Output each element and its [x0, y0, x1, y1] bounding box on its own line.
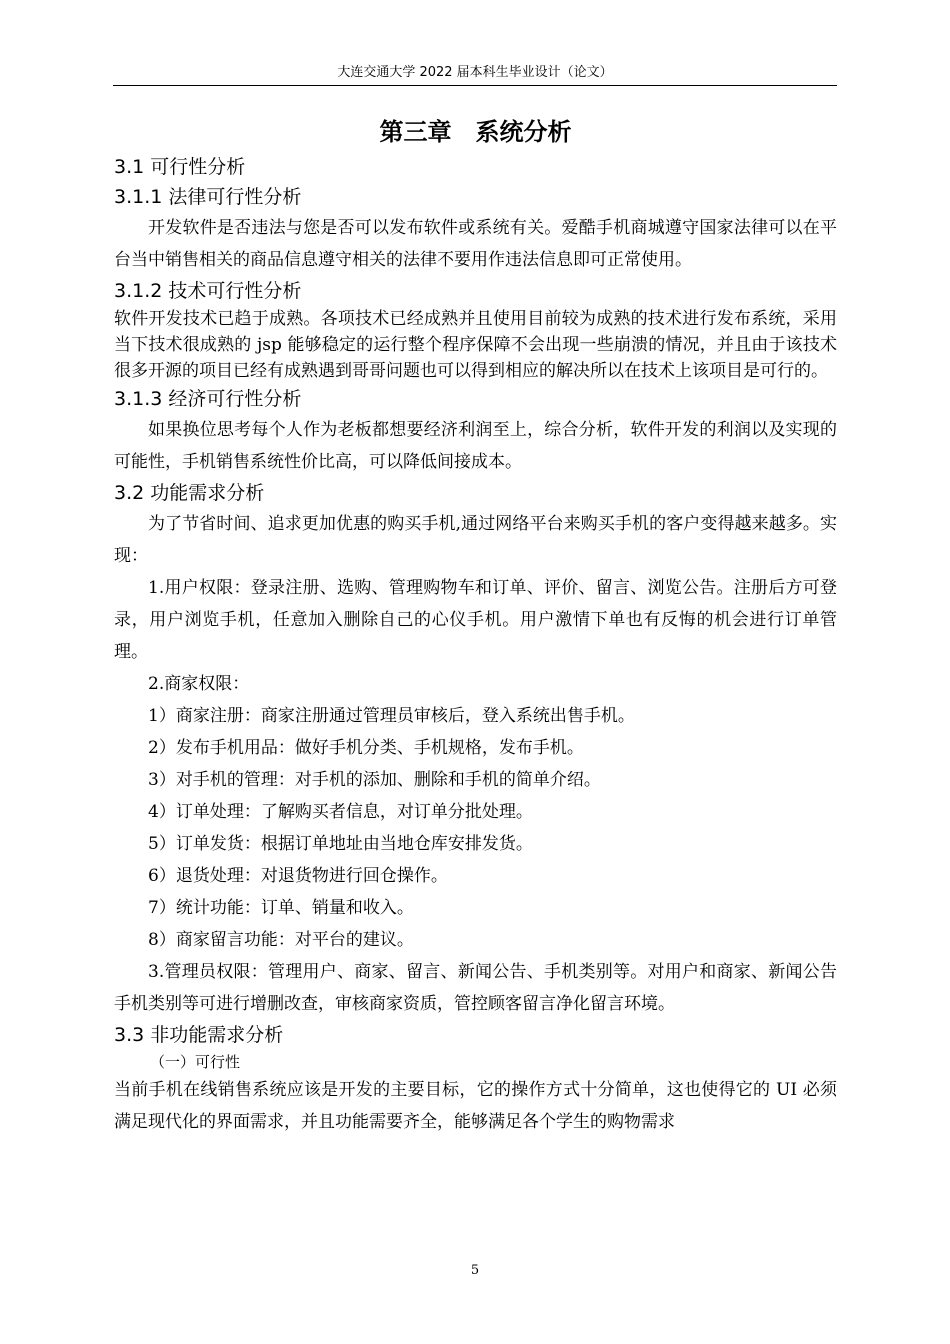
section-3-1-3-heading: 3.1.3 经济可行性分析: [114, 388, 302, 410]
admin-rights-paragraph: 3.管理员权限：管理用户、商家、留言、新闻公告、手机类别等。对用户和商家、新闻公告手机类别等可进行增删改查，审核商家资质，管控顾客留言净化留言环境。: [114, 962, 837, 1014]
merchant-item: 7）统计功能：订单、销量和收入。: [148, 898, 414, 918]
merchant-item: 8）商家留言功能：对平台的建议。: [148, 930, 414, 950]
section-3-2-intro: 为了节省时间、追求更加优惠的购买手机,通过网络平台来购买手机的客户变得越来越多。实现：: [114, 514, 837, 566]
section-3-3-heading: 3.3 非功能需求分析: [114, 1024, 284, 1046]
page-number: 5: [470, 1263, 480, 1278]
section-3-1-2-paragraph: 软件开发技术已趋于成熟。各项技术已经成熟并且使用目前较为成熟的技术进行发布系统，采用当下技术很成熟的 jsp 能够稳定的运行整个程序保障不会出现一些崩溃的情况，并且由于该技术很多开源的项目已经有成熟遇到哥哥问题也可以得到相应的解决所以在技术上该项目是可行的。: [114, 309, 837, 381]
section-3-2-heading: 3.2 功能需求分析: [114, 482, 265, 504]
header-rule: [113, 85, 837, 86]
merchant-item: 3）对手机的管理：对手机的添加、删除和手机的简单介绍。: [148, 770, 601, 790]
merchant-item: 1）商家注册：商家注册通过管理员审核后，登入系统出售手机。: [148, 706, 635, 726]
section-3-1-2-heading: 3.1.2 技术可行性分析: [114, 280, 302, 302]
merchant-rights-label: 2.商家权限：: [148, 674, 250, 694]
section-3-3-paragraph: 当前手机在线销售系统应该是开发的主要目标，它的操作方式十分简单，这也使得它的 UI 必须满足现代化的界面需求，并且功能需要齐全，能够满足各个学生的购物需求: [114, 1080, 837, 1132]
merchant-item: 6）退货处理：对退货物进行回仓操作。: [148, 866, 448, 886]
chapter-title: 第三章 系统分析: [379, 118, 572, 146]
section-3-1-heading: 3.1 可行性分析: [114, 156, 246, 178]
page-header: 大连交通大学 2022 届本科生毕业设计（论文）: [337, 65, 613, 80]
merchant-item: 4）订单处理：了解购买者信息，对订单分批处理。: [148, 802, 533, 822]
feasibility-sublabel: （一）可行性: [150, 1053, 241, 1071]
merchant-item: 2）发布手机用品：做好手机分类、手机规格，发布手机。: [148, 738, 584, 758]
merchant-item: 5）订单发货：根据订单地址由当地仓库安排发货。: [148, 834, 533, 854]
section-3-1-1-paragraph: 开发软件是否违法与您是否可以发布软件或系统有关。爱酷手机商城遵守国家法律可以在平台当中销售相关的商品信息遵守相关的法律不要用作违法信息即可正常使用。: [114, 218, 837, 270]
section-3-1-3-paragraph: 如果换位思考每个人作为老板都想要经济利润至上，综合分析，软件开发的利润以及实现的可能性，手机销售系统性价比高，可以降低间接成本。: [114, 420, 837, 472]
user-rights-paragraph: 1.用户权限：登录注册、选购、管理购物车和订单、评价、留言、浏览公告。注册后方可登录，用户浏览手机，任意加入删除自己的心仪手机。用户激情下单也有反悔的机会进行订单管理。: [114, 578, 837, 662]
page-content: [114, 112, 837, 1138]
section-3-1-1-heading: 3.1.1 法律可行性分析: [114, 186, 302, 208]
